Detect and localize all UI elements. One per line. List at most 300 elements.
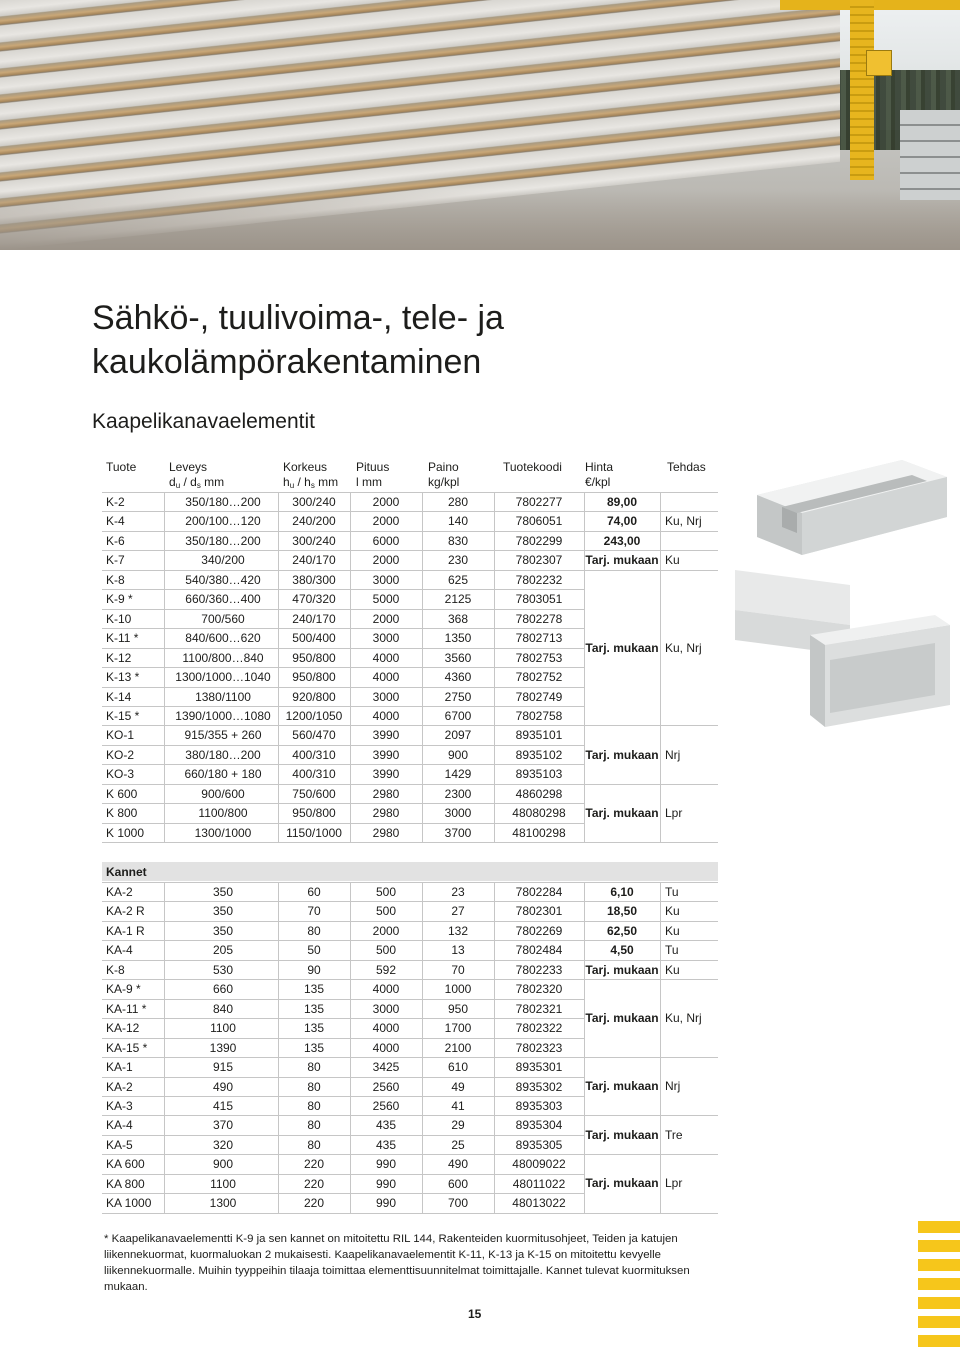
cell-height: 300/240 [292,495,336,509]
cell-width: 205 [212,943,234,958]
merged-price: Tarj. mukaan [585,1127,659,1142]
cell-product: KO-1 [106,728,135,743]
cell-length: 2980 [372,825,400,840]
merged-factory: Nrj [665,747,681,762]
cell-weight: 25 [451,1137,465,1152]
cell-weight: 1700 [444,1021,472,1036]
cell-price: 74,00 [606,514,638,529]
table-row [102,1057,718,1076]
row-divider [102,1018,584,1019]
row-divider [102,1154,718,1155]
header-pituus-label: Pituus [356,460,390,474]
cell-code: 8935102 [515,747,563,762]
header-tuotekoodi: Tuotekoodi [503,460,562,474]
header-paino [428,460,459,490]
cell-product: K-4 [106,514,125,529]
cell-product: KA-2 R [106,904,145,919]
cell-length: 3425 [372,1060,400,1075]
cell-code: 7802752 [515,670,563,685]
row-divider [102,803,584,804]
cell-product: K-14 [106,689,132,704]
merged-price: Tarj. mukaan [585,1079,659,1094]
row-divider [102,1096,584,1097]
header-korkeus-h1: h [283,475,290,489]
cell-length: 592 [375,962,397,977]
table-row [102,1154,718,1173]
hero-photo [0,0,960,250]
page-title-line2: kaukolämpörakentaminen [92,343,482,381]
page-title [92,296,504,384]
cell-code: 7802753 [515,650,563,665]
column-divider [164,882,165,1213]
merged-factory: Ku, Nrj [665,640,702,655]
header-korkeus-mm: mm [314,475,339,489]
cell-product: K-7 [106,553,125,568]
row-divider [102,979,718,980]
header-hinta-unit: €/kpl [585,475,611,489]
merged-factory: Nrj [665,1079,681,1094]
header-leveys-sep: / d [180,475,197,489]
cell-product: K-8 [106,572,125,587]
row-divider [102,1213,718,1214]
cell-price: 18,50 [606,904,638,919]
cell-weight: 2750 [444,689,472,704]
accent-bar [918,1316,960,1328]
row-divider [102,550,718,551]
row-divider [102,648,584,649]
cell-weight: 29 [451,1118,465,1133]
cell-product: K 600 [106,786,138,801]
product-image-channel-large [730,565,955,730]
cell-code: 7802321 [515,1001,563,1016]
cell-code: 48080298 [512,806,566,821]
cell-width: 840/600…620 [185,631,261,646]
cell-product: KA-3 [106,1098,133,1113]
cell-weight: 27 [451,904,465,919]
column-divider [278,882,279,1213]
header-tuote: Tuote [106,460,137,474]
cell-height: 135 [303,982,325,997]
cell-weight: 700 [447,1196,469,1211]
header-korkeus-sub2: s [310,481,315,490]
photo-crane [850,0,874,180]
merged-price: Tarj. mukaan [585,747,659,762]
cell-code: 7802301 [515,904,563,919]
cell-height: 950/800 [292,806,336,821]
cell-product: KA-15 * [106,1040,148,1055]
cell-code: 7802758 [515,708,563,723]
merged-factory: Lpr [665,1176,683,1191]
row-divider [102,628,584,629]
row-divider [102,784,718,785]
cell-product: K-8 [106,962,125,977]
merged-price: Tarj. mukaan [585,805,659,820]
cell-height: 90 [307,962,321,977]
cell-weight: 490 [447,1157,469,1172]
cell-code: 8935302 [515,1079,563,1094]
merged-price-cell [584,1011,724,1025]
cell-weight: 830 [447,533,469,548]
cell-width: 1380/1100 [195,689,251,704]
cell-height: 80 [307,1137,321,1152]
cell-width: 350 [212,923,234,938]
accent-bar [918,1297,960,1309]
cell-code: 7806051 [515,514,563,529]
header-leveys-sub1: u [175,481,181,490]
row-divider [102,570,718,571]
table-row [102,725,718,744]
header-leveys-label: Leveys [169,460,208,474]
merged-factory: Tre [665,1127,683,1142]
header-pituus-unit: l mm [356,475,382,489]
cell-weight: 6700 [444,708,472,723]
row-divider [102,1077,584,1078]
cell-length: 3000 [372,631,400,646]
cell-height: 135 [303,1040,325,1055]
kannet-header [102,862,718,881]
cell-length: 2980 [372,786,400,801]
product-image-channel [752,455,952,560]
table-row [102,550,718,569]
cell-weight: 4360 [444,670,472,685]
cell-product: K 800 [106,806,138,821]
cell-weight: 2097 [444,728,472,743]
cell-code: 7802323 [515,1040,563,1055]
cell-product: KA 1000 [106,1196,152,1211]
accent-bar [918,1259,960,1271]
cell-weight: 950 [447,1001,469,1016]
cell-weight: 2125 [444,592,472,607]
table-row [102,1096,718,1115]
table-row [102,764,718,783]
cell-code: 7803051 [515,592,563,607]
cell-product: K 1000 [106,825,145,840]
cell-length: 2560 [372,1079,400,1094]
header-korkeus-sub1: u [289,481,295,490]
header-leveys-sub2: s [196,481,201,490]
cell-weight: 13 [451,943,465,958]
column-divider [422,882,423,1213]
cell-price: 4,50 [610,943,634,958]
table-header [102,456,718,492]
cell-length: 3000 [372,572,400,587]
cell-width: 1390 [209,1040,237,1055]
cell-height: 60 [307,885,321,899]
photo-ground [0,190,960,250]
kannet-label: Kannet [106,865,147,879]
cell-product: KA-4 [106,1118,133,1133]
cell-height: 240/170 [292,553,336,568]
cell-height: 135 [303,1001,325,1016]
header-hinta [585,460,613,490]
header-leveys-mm: mm [200,475,225,489]
cell-weight: 23 [451,885,465,899]
cell-product: K-2 [106,495,125,509]
cell-code: 7802484 [515,943,563,958]
cell-width: 380/180…200 [185,747,261,762]
cell-length: 4000 [372,650,400,665]
cell-height: 240/200 [292,514,336,529]
cell-factory: Ku [665,904,680,919]
cell-code: 48013022 [512,1196,566,1211]
merged-price-cell [584,748,724,762]
table-row [102,960,718,979]
cell-width: 350/180…200 [185,533,261,548]
cell-length: 3990 [372,747,400,762]
cell-width: 1300/1000…1040 [175,670,271,685]
cell-weight: 1000 [444,982,472,997]
cell-code: 48009022 [512,1157,566,1172]
cell-weight: 230 [447,553,469,568]
cell-length: 4000 [372,670,400,685]
row-divider [102,882,718,883]
accent-bar [918,1278,960,1290]
cell-code: 7802713 [515,631,563,646]
cell-width: 540/380…420 [185,572,261,587]
cell-product: KO-2 [106,747,135,762]
cell-length: 2000 [372,495,400,509]
cell-product: KA-11 * [106,1001,147,1016]
cell-width: 660 [212,982,234,997]
cell-length: 4000 [372,1040,400,1055]
cell-length: 4000 [372,708,400,723]
cell-height: 240/170 [292,611,336,626]
cell-code: 7802322 [515,1021,563,1036]
cell-product: KA-1 R [106,923,145,938]
table-row [102,687,718,706]
row-divider [102,667,584,668]
cell-product: KA-12 [106,1021,140,1036]
cell-code: 7802307 [515,553,563,568]
column-divider [584,492,585,842]
photo-crane-cab [866,50,892,76]
row-divider [102,706,584,707]
cell-weight: 1350 [444,631,472,646]
table-row [102,921,718,940]
row-divider [102,1057,718,1058]
cell-width: 1100/800 [198,806,248,821]
cell-length: 5000 [372,592,400,607]
row-divider [102,1193,584,1194]
cell-height: 750/600 [292,786,336,801]
merged-factory: Lpr [665,805,683,820]
cell-code: 8935101 [515,728,563,743]
table-row [102,1038,718,1057]
cell-width: 900 [212,1157,234,1172]
photo-concrete-blocks [900,110,960,200]
merged-price: Tarj. mukaan [585,1011,659,1026]
cell-length: 4000 [372,1021,400,1036]
cell-width: 840 [212,1001,234,1016]
row-divider [102,492,718,493]
cell-product: KA-4 [106,943,133,958]
cell-price: Tarj. mukaan [585,962,659,977]
cell-width: 1100/800…840 [182,650,264,665]
cell-width: 1100 [210,1176,236,1191]
cell-length: 3000 [372,689,400,704]
accent-bar [918,1335,960,1347]
cell-weight: 2300 [444,786,472,801]
cell-code: 7802299 [515,533,563,548]
cell-length: 500 [375,943,397,958]
table-row [102,940,718,959]
cell-factory: Tu [665,943,679,958]
cell-weight: 49 [451,1079,465,1094]
cell-factory: Ku [665,962,680,977]
cell-weight: 280 [447,495,469,509]
cell-product: K-11 * [106,631,139,646]
cell-length: 4000 [372,982,400,997]
cell-length: 2980 [372,806,400,821]
cell-weight: 600 [447,1176,469,1191]
cell-code: 7802284 [515,885,563,899]
table-row [102,979,718,998]
header-leveys [169,460,224,493]
table-row [102,784,718,803]
cell-product: K-15 * [106,708,140,723]
cell-width: 340/200 [201,553,245,568]
cell-length: 3990 [372,728,400,743]
cell-height: 80 [307,1079,321,1094]
cell-code: 7802233 [515,962,563,977]
cell-height: 80 [307,923,321,938]
cell-code: 8935103 [515,767,563,782]
row-divider [102,1038,584,1039]
merged-price-cell [584,641,724,655]
cell-length: 990 [375,1196,397,1211]
cell-factory: Ku, Nrj [665,514,702,529]
header-korkeus-label: Korkeus [283,460,328,474]
row-divider [102,745,584,746]
cell-length: 435 [375,1137,397,1152]
row-divider [102,1115,718,1116]
cell-height: 400/310 [292,767,336,782]
cell-height: 80 [307,1060,321,1075]
cell-height: 300/240 [292,533,336,548]
cell-length: 2000 [372,611,400,626]
cell-height: 50 [307,943,321,958]
table-row [102,609,718,628]
cell-width: 350 [212,904,234,919]
cell-weight: 3700 [444,825,472,840]
cell-width: 900/600 [201,786,245,801]
row-divider [102,1135,584,1136]
cell-product: KA-5 [106,1137,133,1152]
column-divider [584,882,585,1213]
cell-length: 990 [375,1157,397,1172]
merged-price: Tarj. mukaan [585,1176,659,1191]
column-divider [350,882,351,1213]
cell-height: 80 [307,1118,321,1133]
header-paino-unit: kg/kpl [428,475,460,489]
cell-width: 700/560 [201,611,245,626]
cell-weight: 140 [447,514,469,529]
cell-code: 7802320 [515,982,563,997]
cell-product: KA-2 [106,885,133,899]
cell-product: K-6 [106,533,125,548]
cell-height: 135 [303,1021,325,1036]
cell-weight: 1429 [444,767,472,782]
cell-width: 370 [212,1118,234,1133]
cell-length: 990 [375,1176,397,1191]
cell-weight: 132 [447,923,469,938]
row-divider [102,940,718,941]
cell-product: KA 600 [106,1157,145,1172]
row-divider [102,842,718,843]
cell-factory: Ku [665,553,680,568]
page-number: 15 [468,1307,482,1321]
cell-product: K-9 * [106,592,133,607]
cell-weight: 41 [451,1098,465,1113]
cell-code: 4860298 [515,786,563,801]
cell-code: 7802232 [515,572,563,587]
table-row [102,901,718,920]
cell-product: KA-9 * [106,982,141,997]
row-divider [102,960,718,961]
cell-width: 1100 [210,1021,236,1036]
header-korkeus [283,460,338,493]
footnote: * Kaapelikanavaelementti K-9 ja sen kannet on mitoitettu RIL 144, Rakenteiden kuormitusohjeet, Teiden ja katujen liikennekuormat, kuormaluokan 2 mukaisesti. Kaapelikanavaelementit K-11, K-13 ja K-15 on mitoitettu kevyelle liikennekuormalle. Muihin tyyppeihin tilaaja toimittaa elementtisuunnitelmat toimittajalle. Kannet tulevat kuormituksen mukaan. [104,1233,690,1293]
row-divider [102,764,584,765]
cell-code: 7802277 [515,495,563,509]
cell-height: 220 [303,1157,325,1172]
table-row [102,511,718,530]
header-hinta-label: Hinta [585,460,614,474]
cell-product: KO-3 [106,767,135,782]
table-row [102,706,718,725]
cell-height: 1200/1050 [285,708,343,723]
cell-weight: 625 [447,572,469,587]
cell-height: 920/800 [292,689,336,704]
cell-weight: 70 [451,962,465,977]
merged-price-cell [584,1176,724,1190]
table-row [102,570,718,589]
cell-product: KA-1 [106,1060,133,1075]
row-divider [102,921,718,922]
table-row [102,882,718,901]
cell-length: 2000 [372,553,400,568]
accent-bar [918,1240,960,1252]
cell-price: 6,10 [610,885,634,899]
cell-width: 200/100…120 [185,514,261,529]
cell-code: 48100298 [512,825,566,840]
cell-code: 48011022 [512,1176,566,1191]
row-divider [102,1174,584,1175]
row-divider [102,901,718,902]
cell-product: K-13 * [106,670,140,685]
cell-product: K-10 [106,611,132,626]
cell-height: 950/800 [292,650,336,665]
cell-weight: 3000 [444,806,472,821]
cell-price: 243,00 [603,533,641,548]
cell-height: 70 [307,904,321,919]
header-paino-label: Paino [428,460,459,474]
cell-factory: Ku [665,923,680,938]
cell-code: 8935303 [515,1098,563,1113]
cell-height: 80 [307,1098,321,1113]
cell-price: 89,00 [606,495,638,509]
cell-weight: 3560 [444,650,472,665]
cell-code: 8935301 [515,1060,563,1075]
cell-code: 7802269 [515,923,563,938]
cell-weight: 2100 [444,1040,472,1055]
cell-height: 560/470 [292,728,336,743]
cell-width: 320 [212,1137,234,1152]
table-row [102,492,718,511]
cell-width: 1390/1000…1080 [175,708,271,723]
cell-length: 500 [375,904,397,919]
table-row [102,531,718,550]
